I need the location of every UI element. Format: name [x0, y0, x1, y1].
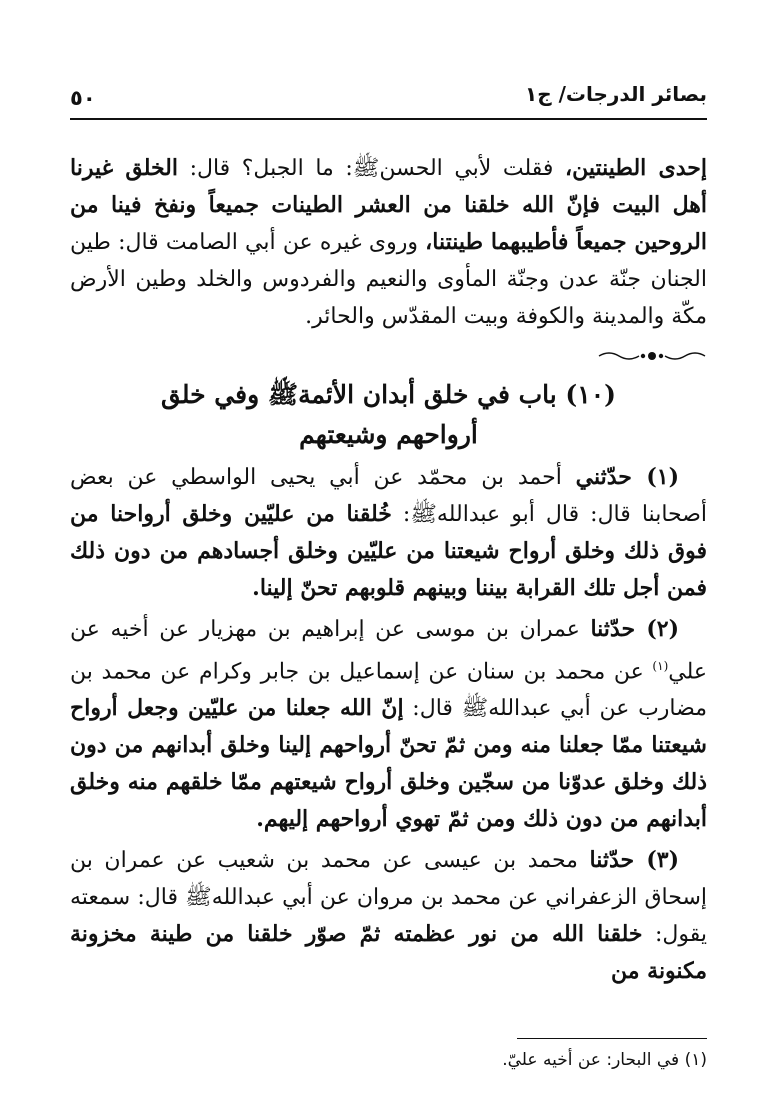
page-header [70, 82, 707, 116]
intro-text-2: : ما الجبل؟ قال: [178, 156, 353, 181]
honorific-symbol: ﷺ [185, 885, 212, 911]
hadith-3 [70, 842, 707, 990]
hadith-2-qala: قال: [403, 696, 462, 722]
hadith-1-number: (١) حدّثني [575, 464, 679, 490]
intro-text-1: فقلت لأبي الحسن [379, 156, 566, 181]
honorific-symbol: ﷺ [267, 380, 299, 409]
hadith-1 [70, 459, 707, 607]
chapter-heading-line-2: أرواحهم وشيعتهم [299, 420, 478, 449]
footnote-marker[interactable]: (١) [652, 659, 669, 673]
honorific-symbol: ﷺ [352, 156, 380, 181]
running-title: بصائر الدرجات/ ج١ [525, 82, 707, 106]
intro-text-3: وروى غيره عن أبي الصامت قال: طين الجنان جنّة عدن وجنّة المأوى والنعيم والفردوس والخلد وطين الأرض مكّة والمدينة والكوفة وبيت المقدّس والحائر. [70, 230, 707, 329]
page-body [70, 150, 707, 990]
hadith-3-qala: قال: سمعته يقول: [70, 885, 707, 948]
chapter-title-part-2: وفي خلق [161, 380, 268, 409]
honorific-symbol: ﷺ [461, 696, 489, 722]
intro-paragraph [70, 150, 707, 335]
footnote-rule [517, 1038, 707, 1039]
hadith-1-text: خُلقنا من عليّين وخلق أرواحنا من فوق ذلك وخلق أرواح شيعتنا من عليّين وخلق أجسادهم من دون ذلك فمن أجل تلك القرابة بيننا وبينهم قلوبهم تحنّ إلينا. [70, 501, 707, 601]
hadith-2-chain-2: عن محمد بن سنان عن إسماعيل بن جابر وكرام عن محمد بن مضارب عن أبي عبدالله [70, 659, 707, 722]
chapter-heading-line-1 [70, 375, 707, 415]
hadith-3-chain: محمد بن عيسى عن محمد بن شعيب عن عمران بن إسحاق الزعفراني عن محمد بن مروان عن أبي عبدالله [70, 848, 707, 911]
hadith-2 [70, 611, 707, 838]
hadith-2-text: إنّ الله جعلنا من عليّين وجعل أرواح شيعتنا ممّا جعلنا منه ومن ثمّ تحنّ أرواحهم إلينا وخلق أبدانهم من دون ذلك وخلق عدوّنا من سجّين وخلق أرواح شيعتهم ممّا خلقهم منه وخلق أبدانهم من دون ذلك ومن ثمّ تهوي أرواحهم إليهم. [70, 695, 707, 833]
hadith-2-number: (٢) حدّثنا [590, 616, 679, 642]
page-number: ٥٠ [70, 86, 96, 110]
intro-bold-2: الخلق غيرنا أهل البيت فإنّ الله خلقنا من العشر الطينات جميعاً ونفخ فينا من الروحين جميعاً فأطيبهما طينتنا، [70, 155, 707, 255]
hadith-3-text: خلقنا الله من نور عظمته ثمّ صوّر خلقنا من طينة مخزونة مكنونة من [70, 921, 707, 985]
header-rule [70, 118, 707, 120]
intro-bold-1: إحدى الطينتين، [565, 155, 707, 181]
footnote: (١) في البحار: عن أخيه عليّ. [502, 1050, 707, 1070]
section-ornament-icon [597, 349, 707, 363]
hadith-2-chain-1: عمران بن موسى عن إبراهيم بن مهزيار عن أخيه عن علي [70, 617, 707, 685]
chapter-title-part-1: (١٠) باب في خلق أبدان الأئمة [298, 380, 616, 409]
hadith-3-number: (٣) حدّثنا [589, 847, 679, 874]
honorific-symbol: ﷺ [410, 502, 437, 527]
hadith-1-colon: : [391, 502, 411, 527]
hadith-1-chain: أحمد بن محمّد عن أبي يحيى الواسطي عن بعض أصحابنا قال: قال أبو عبدالله [70, 465, 708, 527]
chapter-heading [70, 375, 707, 455]
